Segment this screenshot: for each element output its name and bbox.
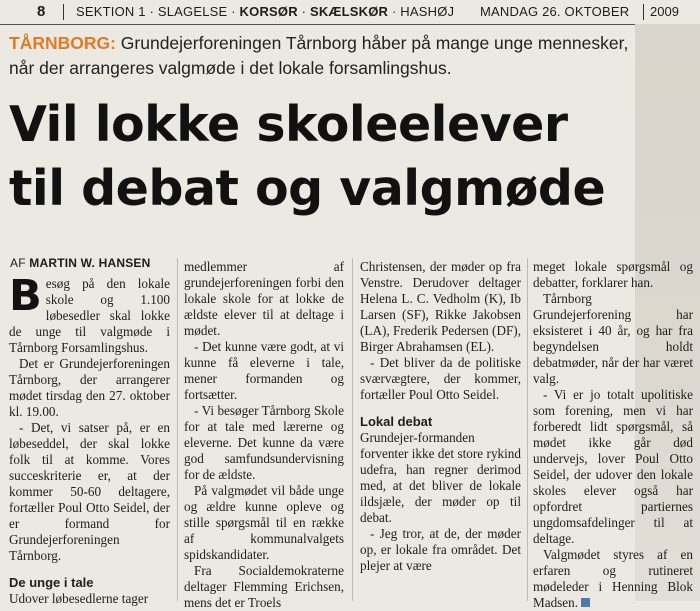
- article-column-4: [533, 259, 693, 611]
- section-line: [76, 0, 454, 24]
- paragraph: Christensen, der møder op fra Venstre. Derudover deltager Helena L. C. Vedholm (K), Ib Larsen (SF), Rikke Jakobsen (LA), Frederik Pedersen (DF), Birger Abrahamsen (EL).: [360, 259, 521, 354]
- page-number: 8: [37, 3, 46, 20]
- end-of-article-mark: [581, 598, 590, 607]
- paragraph: Det er Grundejerforeningen Tårnborg, der arrangerer mødet tirsdag den 27. oktober kl. 19.00.: [9, 356, 170, 419]
- column-rule: [177, 258, 178, 601]
- issue-year: 2009: [650, 4, 679, 19]
- paragraph: - Det bliver da de politiske sværvægtere, der kommer, fortæller Poul Otto Seidel.: [360, 355, 521, 402]
- byline-author: MARTIN W. HANSEN: [29, 256, 151, 270]
- article-column-3: [360, 259, 521, 574]
- paragraph: [533, 547, 693, 611]
- paragraph: På valgmødet vil både unge og ældre kunne opleve og stille spørgsmål til en række af kommunalvalgets spidskandidater.: [184, 483, 344, 562]
- header-divider: [63, 4, 64, 20]
- headline-line-2: til debat og valgmøde: [9, 160, 606, 217]
- section-mid: ·: [297, 4, 310, 19]
- article-column-2: [184, 259, 344, 611]
- paragraph-text: Valgmødet styres af en erfaren og rutineret mødeleder i Henning Blok Madsen.: [533, 547, 693, 610]
- column-rule: [527, 258, 528, 601]
- byline: [10, 256, 150, 270]
- paragraph: Fra Socialdemokraterne deltager Flemming Erichsen, mens det er Troels: [184, 563, 344, 610]
- paragraph: - Det kunne være godt, at vi kunne få eleverne i tale, mener formanden og fortsætter.: [184, 339, 344, 402]
- paragraph: Udover løbesedlerne tager: [9, 591, 149, 606]
- paragraph: medlemmer af grundejerforeningen forbi den lokale skole for at lokke de ældste elever til at deltage i mødet.: [184, 259, 344, 338]
- drop-cap: B: [9, 271, 42, 321]
- subheading: Lokal debat: [360, 414, 433, 429]
- section-skaelskor: SKÆLSKØR: [309, 4, 389, 19]
- article-column-1: [9, 271, 170, 607]
- article-lede: [9, 31, 634, 81]
- lede-text: Grundejerforeningen Tårnborg håber på mange unge mennesker, når der arrangeres valgmøde i det lokale forsamlingshus.: [9, 33, 629, 78]
- page-header: [0, 0, 700, 25]
- column-rule: [352, 258, 353, 601]
- paragraph: - Vi besøger Tårnborg Skole for at tale med lærerne og eleverne. Det kunne da være god samfundsundervisning for de ældste.: [184, 403, 344, 482]
- paragraph: meget lokale spørgsmål og debatter, forklarer han.: [533, 259, 693, 290]
- paragraph: - Jeg tror, at de, der møder op, er lokale fra området. Det plejer at være: [360, 526, 521, 573]
- paragraph: [9, 271, 170, 356]
- byline-prefix: AF: [10, 256, 30, 270]
- headline-line-1: Vil lokke skoleelever: [9, 96, 568, 153]
- paragraph: Grundejer-formanden forventer ikke det store rykind udefra, han regner derimod med, at det bliver de lokale ildsjæle, der møder op til debat.: [360, 430, 521, 525]
- article-headline: [9, 93, 634, 221]
- paragraph-text: esøg på den lokale skole og 1.100 løbesedler skal lokke de unge til valgmøde i Tårnborg Forsamlingshus.: [9, 276, 170, 355]
- subheading: De unge i tale: [9, 575, 94, 590]
- lede-kicker: TÅRNBORG:: [9, 33, 116, 53]
- paragraph: - Vi er jo totalt upolitiske som forening, men vi har forberedt lidt spørgsmål, så mødet ikke går død undervejs, lover Poul Otto Seidel, der udover den lokale skoles elever også har opfordret partiernes ungdomsafdelinger til at deltage.: [533, 387, 693, 546]
- header-divider: [643, 4, 644, 20]
- paragraph: Tårnborg Grundejerforening har eksisteret i 40 år, og har fra begyndelsen holdt debatmøder, når der har været valg.: [533, 291, 693, 386]
- section-suffix: · HASHØJ: [388, 4, 455, 19]
- paragraph: - Det, vi satser på, er en løbeseddel, der skal lokke folk til at komme. Vores succeskriterie er, at der kommer 50-60 deltagere, fortæller Poul Otto Seidel, der er formand for Grundejerforeningen Tårnborg.: [9, 420, 170, 563]
- section-prefix: SEKTION 1 · SLAGELSE ·: [76, 4, 240, 19]
- issue-date: MANDAG 26. OKTOBER: [480, 4, 630, 19]
- section-korsor: KORSØR: [239, 4, 298, 19]
